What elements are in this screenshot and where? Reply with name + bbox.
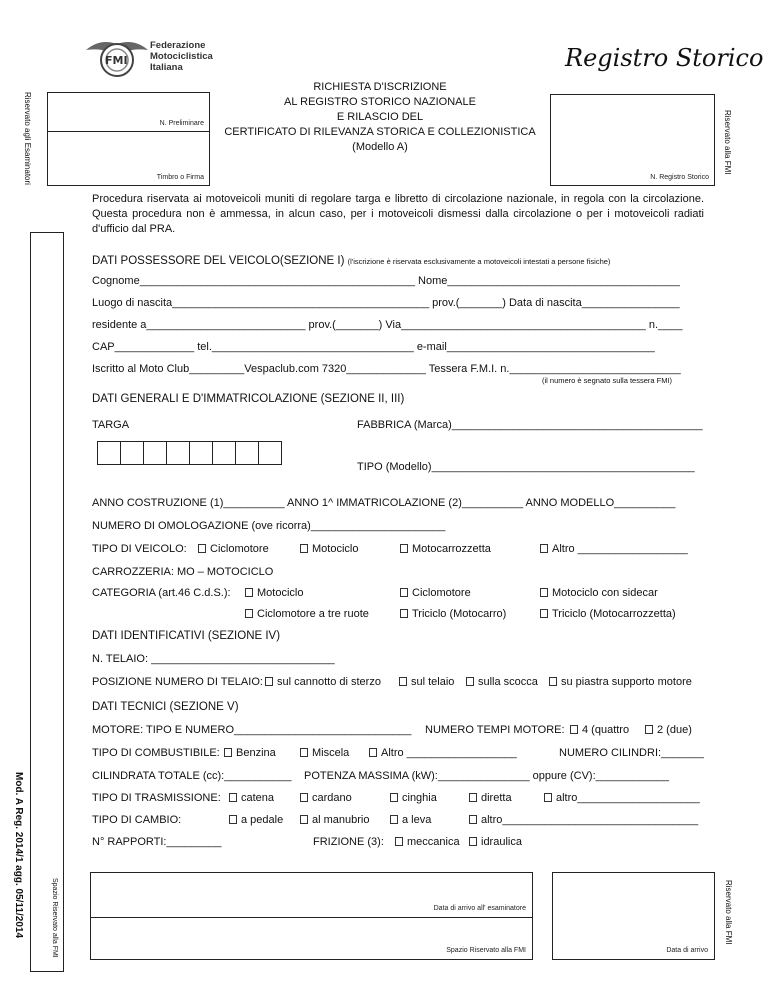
option-label: Altro __________________: [381, 747, 517, 759]
pos-cannotto[interactable]: [265, 676, 381, 688]
option-label: cinghia: [402, 792, 437, 804]
option-label: altro____________________: [556, 792, 700, 804]
checkbox-icon[interactable]: [229, 793, 237, 802]
checkbox-icon[interactable]: [400, 588, 408, 597]
n-registro-box[interactable]: [550, 94, 715, 186]
checkbox-icon[interactable]: [540, 544, 548, 553]
option-label: Motociclo: [257, 587, 304, 599]
checkbox-icon[interactable]: [395, 837, 403, 846]
comb-benzina[interactable]: [224, 747, 276, 759]
checkbox-icon[interactable]: [390, 815, 398, 824]
option-label: a leva: [402, 814, 432, 826]
anno-row[interactable]: ANNO COSTRUZIONE (1)__________ ANNO 1^ IMMATRICOLAZIONE (2)__________ ANNO MODELLO__________: [92, 497, 676, 509]
option-label: al manubrio: [312, 814, 370, 826]
arrivo-esaminatore-label: Data di arrivo all' esaminatore: [433, 905, 526, 912]
targa-cell[interactable]: [143, 441, 167, 465]
spazio-fmi-label: Spazio Riservato alla FMI: [446, 947, 526, 954]
section-1-title: [92, 255, 610, 267]
tempi-4[interactable]: [570, 724, 629, 736]
checkbox-icon[interactable]: [224, 748, 232, 757]
telaio-field[interactable]: N. TELAIO: ______________________________: [92, 653, 335, 665]
categoria-label: CATEGORIA (art.46 C.d.S.):: [92, 587, 231, 599]
checkbox-icon[interactable]: [390, 793, 398, 802]
checkbox-icon[interactable]: [540, 588, 548, 597]
checkbox-icon[interactable]: [544, 793, 552, 802]
option-label: sul telaio: [411, 676, 455, 688]
cambio-pedale[interactable]: [229, 814, 283, 826]
tipo-modello-field[interactable]: TIPO (Modello)___________________________________________: [357, 461, 695, 473]
checkbox-icon[interactable]: [469, 815, 477, 824]
checkbox-icon[interactable]: [369, 748, 377, 757]
cambio-leva[interactable]: [390, 814, 431, 826]
potenza-field[interactable]: POTENZA MASSIMA (kW):_______________ oppure (CV):____________: [304, 770, 670, 782]
tempi-label: NUMERO TEMPI MOTORE:: [425, 724, 565, 736]
riservato-esaminatori-label: Riservato agli Esaminatori: [23, 92, 32, 185]
friz-idraulica[interactable]: [469, 836, 522, 848]
cilindrata-field[interactable]: CILINDRATA TOTALE (cc):___________: [92, 770, 292, 782]
spazio-fmi-box[interactable]: [90, 917, 533, 960]
option-label: Motociclo con sidecar: [552, 587, 658, 599]
title-line: RICHIESTA D'ISCRIZIONE: [313, 81, 447, 93]
trasmissione-label: TIPO DI TRASMISSIONE:: [92, 792, 221, 804]
pos-piastra[interactable]: [549, 676, 692, 688]
checkbox-icon[interactable]: [300, 748, 308, 757]
cambio-altro[interactable]: [469, 814, 698, 826]
option-motociclo[interactable]: [300, 543, 358, 555]
targa-cell[interactable]: [97, 441, 121, 465]
option-label: Motociclo: [312, 543, 359, 555]
timbro-box[interactable]: [47, 131, 210, 186]
checkbox-icon[interactable]: [469, 837, 477, 846]
cat-motocarrozzetta[interactable]: [540, 608, 676, 620]
checkbox-icon[interactable]: [300, 544, 308, 553]
carrozzeria-row: CARROZZERIA: MO – MOTOCICLO: [92, 566, 274, 578]
riservato-fmi-label: Riservato alla FMI: [723, 110, 732, 175]
contatti-row[interactable]: CAP_____________ tel._________________________________ e-mail__________________________________: [92, 341, 655, 353]
targa-cell[interactable]: [189, 441, 213, 465]
posizione-label: POSIZIONE NUMERO DI TELAIO:: [92, 676, 263, 688]
option-label: Miscela: [312, 747, 350, 759]
mod-reference-label: Mod. A Reg. 2014/1 agg. 05/11/2014: [13, 772, 24, 939]
registro-storico-title: Registro Storico: [565, 44, 764, 72]
targa-cell[interactable]: [258, 441, 282, 465]
n-preliminare-label: N. Preliminare: [159, 120, 204, 127]
checkbox-icon[interactable]: [198, 544, 206, 553]
checkbox-icon[interactable]: [300, 815, 308, 824]
targa-cell[interactable]: [235, 441, 259, 465]
targa-cell[interactable]: [120, 441, 144, 465]
section-1-note: (l'iscrizione è riservata esclusivamente a motoveicoli intestati a persone fisiche): [347, 257, 611, 266]
title-line: (Modello A): [352, 141, 408, 153]
option-label: su piastra supporto motore: [561, 676, 692, 688]
arrivo-esaminatore-box[interactable]: [90, 872, 533, 918]
checkbox-icon[interactable]: [300, 793, 308, 802]
spazio-fmi-side-label: Spazio Riservato alla FMI: [51, 878, 58, 958]
checkbox-icon[interactable]: [229, 815, 237, 824]
tras-cardano[interactable]: [300, 792, 352, 804]
section-5-title: DATI TECNICI (SEZIONE V): [92, 701, 239, 713]
fmi-logo-text: [150, 40, 213, 73]
option-label: sul cannotto di sterzo: [277, 676, 381, 688]
title-line: AL REGISTRO STORICO NAZIONALE: [284, 96, 476, 108]
n-preliminare-box[interactable]: [47, 92, 210, 132]
tessera-note: (il numero è segnato sulla tessera FMI): [542, 376, 673, 385]
rapporti-field[interactable]: N° RAPPORTI:_________: [92, 836, 222, 848]
motore-field[interactable]: MOTORE: TIPO E NUMERO_____________________________: [92, 724, 412, 736]
option-label: cardano: [312, 792, 352, 804]
pos-scocca[interactable]: [466, 676, 538, 688]
title-line: E RILASCIO DEL: [336, 111, 424, 123]
cat-motociclo[interactable]: [245, 587, 303, 599]
checkbox-icon[interactable]: [570, 725, 578, 734]
comb-altro[interactable]: [369, 747, 517, 759]
checkbox-icon[interactable]: [466, 677, 474, 686]
cat-tre-ruote[interactable]: [245, 608, 369, 620]
section-4-title: DATI IDENTIFICATIVI (SEZIONE IV): [92, 630, 281, 642]
tras-cinghia[interactable]: [390, 792, 437, 804]
fabbrica-field[interactable]: FABBRICA (Marca)_________________________________________: [357, 419, 703, 431]
option-label: Ciclomotore: [412, 587, 471, 599]
data-arrivo-box[interactable]: [552, 872, 715, 960]
option-label: a pedale: [241, 814, 284, 826]
frizione-label: FRIZIONE (3):: [313, 836, 384, 848]
checkbox-icon[interactable]: [245, 588, 253, 597]
logo-line: Italiana: [150, 62, 183, 73]
tipo-veicolo-label: TIPO DI VEICOLO:: [92, 543, 187, 555]
riservato-fmi-footer-label: Riservato alla FMI: [724, 880, 733, 945]
cat-motocarro[interactable]: [400, 608, 506, 620]
logo-line: Motociclistica: [150, 51, 213, 62]
form-title: [220, 80, 540, 155]
svg-text:FMI: FMI: [105, 54, 128, 67]
logo-line: Federazione: [150, 40, 206, 51]
fmi-logo: [82, 30, 152, 82]
residenza-row[interactable]: residente a__________________________ prov.(_______) Via________________________________________ n.____: [92, 319, 683, 331]
targa-cell[interactable]: [166, 441, 190, 465]
option-label: Altro __________________: [552, 543, 688, 555]
targa-cell[interactable]: [212, 441, 236, 465]
option-label: Benzina: [236, 747, 276, 759]
option-label: Ciclomotore a tre ruote: [257, 608, 369, 620]
pos-telaio[interactable]: [399, 676, 454, 688]
friz-meccanica[interactable]: [395, 836, 460, 848]
tras-diretta[interactable]: [469, 792, 512, 804]
checkbox-icon[interactable]: [245, 609, 253, 618]
option-label: Motocarrozzetta: [412, 543, 491, 555]
cat-ciclomotore[interactable]: [400, 587, 471, 599]
option-label: 4 (quattro: [582, 724, 630, 736]
option-label: 2 (due): [657, 724, 692, 736]
checkbox-icon[interactable]: [400, 609, 408, 618]
moto-club-row[interactable]: Iscritto al Moto Club_________Vespaclub.com 7320_____________ Tessera F.M.I. n.____________________________: [92, 363, 681, 375]
tras-altro[interactable]: [544, 792, 700, 804]
option-label: Triciclo (Motocarro): [412, 608, 507, 620]
checkbox-icon[interactable]: [400, 544, 408, 553]
option-label: altro________________________________: [481, 814, 699, 826]
option-ciclomotore[interactable]: [198, 543, 269, 555]
timbro-label: Timbro o Firma: [156, 174, 204, 181]
cambio-label: TIPO DI CAMBIO:: [92, 814, 182, 826]
option-altro[interactable]: [540, 543, 688, 555]
side-column-box: [30, 232, 64, 972]
option-label: catena: [241, 792, 275, 804]
title-line: CERTIFICATO DI RILEVANZA STORICA E COLLEZIONISTICA: [224, 126, 536, 138]
checkbox-icon[interactable]: [469, 793, 477, 802]
nascita-row[interactable]: Luogo di nascita__________________________________________ prov.(_______) Data di nascita________________: [92, 297, 680, 309]
option-label: Ciclomotore: [210, 543, 269, 555]
cambio-manubrio[interactable]: [300, 814, 369, 826]
cilindri-field[interactable]: NUMERO CILINDRI:_______: [559, 747, 704, 759]
checkbox-icon[interactable]: [265, 677, 273, 686]
comb-miscela[interactable]: [300, 747, 349, 759]
fmi-logo-icon: [82, 30, 152, 82]
tras-catena[interactable]: [229, 792, 274, 804]
combustibile-label: TIPO DI COMBUSTIBILE:: [92, 747, 220, 759]
data-arrivo-label: Data di arrivo: [666, 947, 708, 954]
n-registro-label: N. Registro Storico: [650, 174, 709, 181]
option-label: meccanica: [407, 836, 460, 848]
option-label: Triciclo (Motocarrozzetta): [552, 608, 676, 620]
option-label: idraulica: [481, 836, 522, 848]
option-motocarrozzetta[interactable]: [400, 543, 491, 555]
section-2-title: DATI GENERALI E D'IMMATRICOLAZIONE (SEZIONE II, III): [92, 393, 405, 405]
cat-sidecar[interactable]: [540, 587, 658, 599]
checkbox-icon[interactable]: [399, 677, 407, 686]
checkbox-icon[interactable]: [645, 725, 653, 734]
cognome-nome-row[interactable]: Cognome_____________________________________________ Nome______________________________________: [92, 275, 680, 287]
targa-boxes[interactable]: [98, 441, 282, 465]
option-label: diretta: [481, 792, 512, 804]
checkbox-icon[interactable]: [549, 677, 557, 686]
targa-label: TARGA: [92, 419, 130, 431]
checkbox-icon[interactable]: [540, 609, 548, 618]
intro-text: Procedura riservata ai motoveicoli muniti di regolare targa e libretto di circolazione nazionale, in regola con la circolazione. Questa procedura non è ammessa, in alcun caso, per i motoveicoli dismessi dalla circolazione o per i motoveicoli radiati d'ufficio dal PRA.: [92, 193, 704, 235]
omologazione-field[interactable]: NUMERO DI OMOLOGAZIONE (ove ricorra)______________________: [92, 520, 446, 532]
option-label: sulla scocca: [478, 676, 538, 688]
section-1-title-text: DATI POSSESSORE DEL VEICOLO(SEZIONE I): [92, 255, 345, 267]
tempi-2[interactable]: [645, 724, 692, 736]
